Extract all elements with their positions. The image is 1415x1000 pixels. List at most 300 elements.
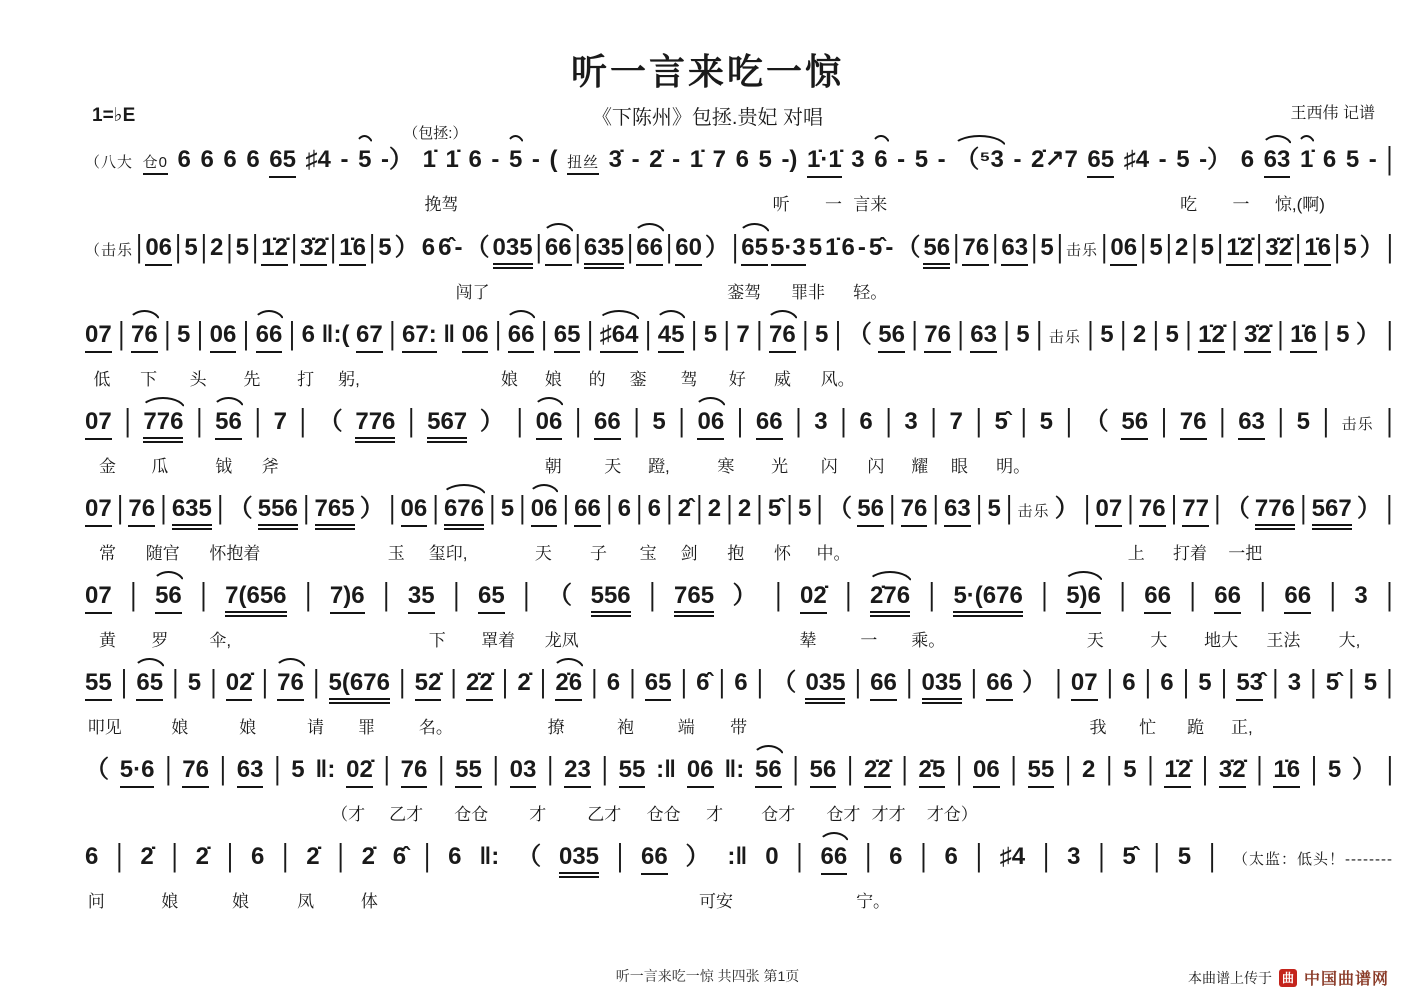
note-token: 65 xyxy=(741,234,768,266)
note-token: ） xyxy=(359,495,384,522)
note-token: 2̂ xyxy=(677,495,692,522)
note-token: 5 xyxy=(652,408,666,435)
barline: | xyxy=(723,316,730,352)
footer-page-info: 听一言来吃一惊 共四张 第1页 xyxy=(615,968,800,984)
note-token: 5·3 xyxy=(771,234,806,266)
barline: | xyxy=(1127,490,1134,526)
note-token: 65 xyxy=(645,669,672,701)
barline: | xyxy=(494,316,502,352)
lyric: （才 xyxy=(331,805,366,824)
note-token: 5·6 xyxy=(120,756,155,788)
lyric: 仓才 xyxy=(761,805,796,824)
note-token: 2̇2̇ xyxy=(864,756,891,788)
lyric: 一 xyxy=(860,631,878,650)
note-token: 2 xyxy=(737,495,752,522)
barline: | xyxy=(606,490,613,526)
note-token: ‖: xyxy=(315,756,336,783)
lyric: 钺 xyxy=(215,457,233,476)
note-token: - xyxy=(1368,146,1377,173)
barline: | xyxy=(834,316,842,352)
note-token: 5 xyxy=(1176,146,1190,173)
barline: | xyxy=(254,403,261,439)
note-token: 5 xyxy=(914,146,929,173)
lyric: 随官 xyxy=(145,544,180,563)
note-token: 6 xyxy=(1160,669,1174,696)
lyric: 好 xyxy=(728,370,746,389)
lyric: 我 xyxy=(1089,718,1107,737)
note-token: 3 xyxy=(814,408,828,435)
barline: | xyxy=(756,316,763,352)
barline: | xyxy=(291,229,298,265)
note-token: 5 xyxy=(187,669,202,696)
barline: | xyxy=(516,403,523,439)
note-token: 65 xyxy=(478,582,505,614)
lyric: 言来 xyxy=(853,195,888,214)
note-token: 6 xyxy=(944,843,958,870)
note-token: 5̂ xyxy=(767,495,782,522)
barline: | xyxy=(816,490,823,526)
barline: | xyxy=(574,229,581,265)
note-token: 06 xyxy=(531,495,558,527)
note-token: 06 xyxy=(536,408,563,440)
note-token: ♯64 xyxy=(600,321,639,353)
barline: | xyxy=(1217,229,1224,265)
note-token: 53̂ xyxy=(1236,669,1263,701)
barline: | xyxy=(389,316,396,352)
note-token: （ xyxy=(772,669,797,696)
note-token: 5 xyxy=(378,234,392,261)
note-token: 2̇2̇ xyxy=(466,669,493,701)
note-token: 3 xyxy=(1354,582,1368,609)
barline: | xyxy=(1220,664,1228,700)
note-token: 035 xyxy=(559,843,599,878)
barline: | xyxy=(171,838,178,874)
barline: | xyxy=(1348,664,1355,700)
barline: | xyxy=(575,403,582,439)
note-token: 66 xyxy=(1284,582,1311,614)
lyric: 常 xyxy=(99,544,117,563)
lyric: 娘 xyxy=(239,718,257,737)
notes-row xyxy=(85,141,1393,178)
note-token: 035 xyxy=(493,234,533,269)
note-token: 6 xyxy=(200,146,214,173)
note-token: 5 xyxy=(808,234,823,261)
note-token: 6 xyxy=(421,234,436,261)
note-token: 击乐 xyxy=(1341,416,1374,433)
barline: | xyxy=(1147,751,1154,787)
notes-row xyxy=(85,838,1393,878)
note-token: 07 xyxy=(85,408,112,440)
barline: | xyxy=(1098,838,1105,874)
barline: | xyxy=(450,664,457,700)
lyric: 銮 xyxy=(629,370,647,389)
note-token: 60 xyxy=(675,234,702,266)
note-token: - xyxy=(857,234,866,261)
barline: | xyxy=(666,490,673,526)
note-token: 6̂ xyxy=(696,669,710,696)
note-token: 3 xyxy=(851,146,865,173)
notes-row xyxy=(85,490,1393,530)
barline: | xyxy=(970,664,978,700)
note-token: ） xyxy=(1022,669,1047,696)
note-token: ） xyxy=(732,582,757,609)
barline: | xyxy=(696,490,703,526)
barline: | xyxy=(756,490,763,526)
note-token: 5 xyxy=(1200,234,1215,261)
note-token: 06 xyxy=(145,234,172,266)
slur-arc xyxy=(506,135,525,148)
note-token: 56 xyxy=(215,408,242,440)
note-token: 5 xyxy=(1198,669,1212,696)
slur-arc xyxy=(1297,135,1316,148)
note-token: 06 xyxy=(697,408,724,440)
note-token: 6 xyxy=(606,669,621,696)
lyric: 下 xyxy=(140,370,158,389)
note-token: 5 xyxy=(235,234,249,261)
barline: | xyxy=(1065,751,1072,787)
note-token: 5 xyxy=(500,495,515,522)
note-token: （击乐 xyxy=(85,242,134,259)
note-token: 55 xyxy=(1028,756,1055,788)
note-token: （ xyxy=(847,321,872,348)
barline: | xyxy=(1386,490,1393,526)
note-token: 035 xyxy=(805,669,845,704)
note-token: 6 xyxy=(859,408,873,435)
barline: | xyxy=(920,838,927,874)
note-token: 1̇2̇ xyxy=(1226,234,1253,266)
barline: | xyxy=(389,490,396,526)
barline: | xyxy=(1119,577,1126,613)
lyric: 仓仓 xyxy=(454,805,489,824)
note-token: 5 xyxy=(1040,234,1054,261)
notes-row xyxy=(85,577,1393,617)
lyric: 乙才 xyxy=(587,805,622,824)
barline: | xyxy=(1386,577,1393,613)
note-token: 5 xyxy=(703,321,718,348)
note-token: 63 xyxy=(1001,234,1028,266)
note-token: 35 xyxy=(408,582,435,614)
barline: | xyxy=(1277,316,1284,352)
note-token: （ xyxy=(318,408,343,435)
barline: | xyxy=(1152,316,1159,352)
barline: | xyxy=(928,577,935,613)
barline: | xyxy=(303,490,310,526)
barline: | xyxy=(489,490,496,526)
barline: | xyxy=(1386,664,1393,700)
note-token: 66 xyxy=(256,321,283,353)
barline: | xyxy=(196,316,204,352)
note-token: 23 xyxy=(564,756,591,788)
barline: | xyxy=(1055,664,1062,700)
note-token: 3 xyxy=(1287,669,1302,696)
barline: | xyxy=(1310,664,1317,700)
note-token: （太监：低头！-------- xyxy=(1233,851,1393,868)
note-token: 6 xyxy=(468,146,482,173)
barline: | xyxy=(690,316,698,352)
lyric: 问 xyxy=(87,892,105,911)
subtitle: 《下陈州》包拯.贵妃 对唱 xyxy=(591,107,824,129)
note-token: ‖: xyxy=(479,843,500,870)
note-token: （ xyxy=(828,495,852,522)
lyric: 可安 xyxy=(699,892,733,911)
lyric: 风。 xyxy=(820,370,855,389)
lyric: 的 xyxy=(588,370,606,389)
site-logo-icon: 曲 xyxy=(1279,969,1297,987)
note-token: （ xyxy=(228,495,253,522)
lyric: 大 xyxy=(1150,631,1168,650)
note-token: 6 xyxy=(246,146,260,173)
barline: | xyxy=(175,229,182,265)
note-token: ） xyxy=(1054,495,1079,522)
note-token: 7)6 xyxy=(330,582,365,614)
note-token: - xyxy=(340,146,349,173)
music-line-4 xyxy=(0,403,1415,494)
note-token: 1̇6 xyxy=(339,234,366,266)
barline: | xyxy=(1259,577,1266,613)
note-token: 2 xyxy=(209,234,224,261)
lyric: 叩见 xyxy=(87,718,122,737)
note-token: 6 xyxy=(735,146,749,173)
barline: | xyxy=(845,577,852,613)
note-token: ） xyxy=(704,234,729,261)
barline: | xyxy=(501,664,509,700)
lyric: 一 xyxy=(824,195,842,214)
note-token: 556 xyxy=(258,495,298,530)
note-token: 1̇6 xyxy=(1290,321,1317,353)
note-token: 07 xyxy=(85,495,112,527)
slur-arc xyxy=(952,135,1007,148)
barline: | xyxy=(1087,316,1094,352)
music-line-8 xyxy=(0,751,1415,842)
barline: | xyxy=(1295,229,1302,265)
barline: | xyxy=(1256,751,1263,787)
note-token: 02̇ xyxy=(346,756,373,788)
note-token: 2̇ xyxy=(649,146,663,173)
note-token: 567 xyxy=(427,408,467,443)
note-token: （ xyxy=(896,234,921,261)
note-token: 3 xyxy=(904,408,918,435)
note-token: 6̂ xyxy=(438,234,452,261)
note-token: :‖ xyxy=(727,843,748,870)
lyric: 驾 xyxy=(680,370,698,389)
lyric: 蹬, xyxy=(648,457,670,476)
note-token: 66 xyxy=(574,495,601,527)
barline: | xyxy=(200,229,207,265)
barline: | xyxy=(906,664,913,700)
note-token: 5 xyxy=(1363,669,1378,696)
note-token: ( xyxy=(549,146,558,173)
barline: | xyxy=(1043,838,1050,874)
lyric: 罗 xyxy=(151,631,169,650)
note-token: 07 xyxy=(85,582,112,614)
lyric: 耀 xyxy=(911,457,929,476)
barline: | xyxy=(330,229,337,265)
lyric: 跪 xyxy=(1187,718,1205,737)
note-token: 5 xyxy=(1149,234,1163,261)
note-token: ♯4 xyxy=(305,146,331,173)
note-token: 66 xyxy=(1214,582,1241,614)
note-token: 0 xyxy=(765,843,779,870)
lyric: 斧 xyxy=(261,457,279,476)
barline: | xyxy=(369,229,376,265)
note-token: 击乐 xyxy=(1017,503,1050,520)
note-token: 6 xyxy=(448,843,462,870)
lyric: 乙才 xyxy=(389,805,424,824)
notes-row xyxy=(85,751,1393,788)
music-line-5 xyxy=(0,490,1415,581)
barline: | xyxy=(586,316,594,352)
note-token: 3̇2̇ xyxy=(1244,321,1271,353)
note-token: 06 xyxy=(1110,234,1137,266)
lyric: 吃 xyxy=(1180,195,1198,214)
barline: | xyxy=(305,577,312,613)
lyric: 躬, xyxy=(338,370,360,389)
barline: | xyxy=(1120,316,1127,352)
note-token: 5 xyxy=(1165,321,1179,348)
barline: | xyxy=(219,751,226,787)
note-token: 2̇ xyxy=(306,843,320,870)
note-token: 65 xyxy=(1087,146,1114,178)
note-token: 6 xyxy=(223,146,237,173)
note-token: 66 xyxy=(594,408,621,440)
note-token: 76 xyxy=(131,321,158,353)
barline: | xyxy=(932,490,939,526)
note-token: 7(656 xyxy=(225,582,286,617)
note-token: 66 xyxy=(986,669,1013,701)
note-token: - xyxy=(491,146,500,173)
barline: | xyxy=(274,751,281,787)
barline: | xyxy=(160,490,167,526)
note-token: （ xyxy=(548,582,573,609)
barline: | xyxy=(1386,141,1393,177)
lyric: 中。 xyxy=(816,544,851,563)
note-token: 52̇ xyxy=(415,669,442,701)
lyric: 才仓） xyxy=(926,805,978,824)
barline: | xyxy=(1153,838,1160,874)
barline: | xyxy=(535,229,542,265)
music-line-3 xyxy=(0,316,1415,407)
note-token: 76 xyxy=(769,321,796,353)
barline: | xyxy=(1031,229,1038,265)
role-annotation: （包拯:） xyxy=(403,125,468,142)
lyric: 大, xyxy=(1338,631,1361,650)
barline: | xyxy=(217,490,224,526)
note-token: 6 xyxy=(841,234,855,261)
lyric: 撩 xyxy=(547,718,565,737)
barline: | xyxy=(282,838,289,874)
note-token: 5 xyxy=(177,321,191,348)
barline: | xyxy=(1310,751,1318,787)
note-token: - xyxy=(897,146,906,173)
note-token: 66 xyxy=(821,843,848,875)
site-name: 中国曲谱网 xyxy=(1303,971,1389,988)
music-line-7 xyxy=(0,664,1415,755)
note-token: 1̇6 xyxy=(1273,756,1300,788)
note-token: ‖: xyxy=(724,756,745,783)
note-token: 5 xyxy=(815,321,829,348)
note-token: 03 xyxy=(510,756,537,788)
note-token: 5 xyxy=(358,146,371,174)
lyric: 娘 xyxy=(171,718,189,737)
lyric: 娘 xyxy=(232,892,250,911)
note-token: 66 xyxy=(636,234,663,266)
barline: | xyxy=(975,490,983,526)
note-token: :‖ xyxy=(656,756,677,783)
note-token: 06 xyxy=(687,756,714,788)
barline: | xyxy=(975,403,982,439)
note-token: 76 xyxy=(1180,408,1207,440)
lyric: 天 xyxy=(604,457,622,476)
barline: | xyxy=(732,229,739,265)
note-token: 1̇ xyxy=(422,146,436,173)
note-token: 5)6 xyxy=(1066,582,1101,614)
footer-watermark xyxy=(1188,966,1389,989)
note-token: 6 xyxy=(1122,669,1136,696)
barline: | xyxy=(164,316,171,352)
note-token: 776 xyxy=(355,408,395,443)
barline: | xyxy=(795,403,802,439)
note-token: 5 xyxy=(1123,756,1137,783)
note-token: 56 xyxy=(155,582,182,614)
barline: | xyxy=(383,751,390,787)
note-token: 2̇ xyxy=(195,843,209,870)
barline: | xyxy=(210,664,217,700)
lyric: 听 xyxy=(772,195,790,214)
note-token: 6 xyxy=(85,843,99,870)
note-token: 2̇ xyxy=(361,843,375,870)
note-token: - xyxy=(885,234,894,261)
barline: | xyxy=(1144,664,1152,700)
note-token: （⁵3 xyxy=(955,146,1004,174)
barline: | xyxy=(1084,490,1091,526)
note-token: - xyxy=(672,146,681,173)
note-token: 6 xyxy=(1240,146,1255,173)
barline: | xyxy=(1191,229,1198,265)
lyric: 瓜 xyxy=(151,457,169,476)
note-token: - xyxy=(1158,146,1167,173)
note-token: 76 xyxy=(1139,495,1166,527)
lyric: 天 xyxy=(1086,631,1104,650)
music-line-9 xyxy=(0,838,1415,929)
lyric: 罪非 xyxy=(790,283,825,302)
music-line-6 xyxy=(0,577,1415,668)
lyric: 金 xyxy=(99,457,117,476)
barline: | xyxy=(1041,577,1048,613)
lyric: 光 xyxy=(771,457,789,476)
barline: | xyxy=(1185,316,1192,352)
note-token: 7 xyxy=(736,321,750,348)
lyric: 正, xyxy=(1231,718,1253,737)
lyric: 请 xyxy=(307,718,325,737)
barline: | xyxy=(840,403,847,439)
barline: | xyxy=(601,751,608,787)
note-token: 5̂ xyxy=(1325,669,1340,696)
lyric: 名。 xyxy=(418,718,453,737)
lyric: 乘。 xyxy=(911,631,946,650)
note-token: 65 xyxy=(554,321,581,353)
note-token: ） xyxy=(1359,234,1384,261)
note-token: 765 xyxy=(674,582,714,617)
note-token: 63 xyxy=(1238,408,1265,440)
lyric: 挽驾 xyxy=(424,195,459,214)
barline: | xyxy=(726,490,733,526)
barline: | xyxy=(756,664,763,700)
note-token: 06 xyxy=(462,321,489,353)
barline: | xyxy=(847,751,854,787)
lyric: 寒 xyxy=(717,457,735,476)
note-token: ） xyxy=(1356,495,1381,522)
note-token: 66 xyxy=(1144,582,1171,614)
